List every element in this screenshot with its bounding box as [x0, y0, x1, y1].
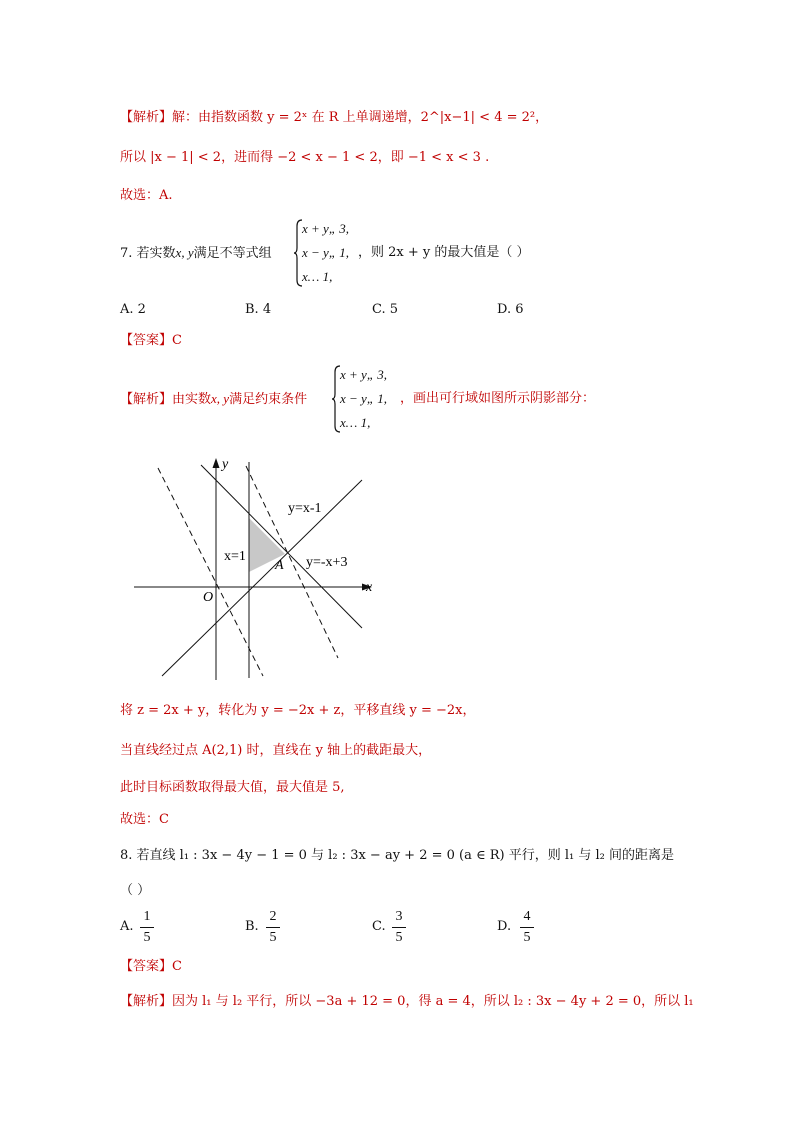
x-axis-label: x — [366, 580, 373, 595]
analysis-prefix: 由实数 — [172, 392, 212, 407]
q7-analysis-text3: 此时目标函数取得最大值，最大值是 5, — [120, 780, 345, 795]
q8-option-d-fraction — [520, 910, 534, 945]
q6-analysis-line2: 所以 |x − 1| < 2，进而得 −2 < x − 1 < 2，即 −1 < x < 3 . — [120, 150, 490, 165]
analysis-tag: 【解析】 — [120, 110, 173, 125]
q7-analysis-text1: 将 z = 2x + y，转化为 y = −2x + z，平移直线 y = −2x， — [120, 703, 476, 718]
line-label-y-minus-x-3: y=-x+3 — [306, 555, 348, 570]
q7-stem-mid: 满足不等式组 — [193, 246, 272, 261]
q7-answer — [120, 334, 182, 347]
q7-answer-line: 故选：C — [120, 812, 169, 827]
system-line-1: x + y„ 3, — [302, 221, 350, 236]
analysis-text: 因为 l₁ 与 l₂ 平行，所以 −3a + 12 = 0，得 a = 4，所以 l₂ : 3x − 4y + 2 = 0，所以 l₁ — [172, 994, 694, 1009]
answer-value: C — [172, 333, 182, 348]
q7-analysis-suffix: ，画出可行域如图所示阴影部分： — [400, 391, 596, 406]
numerator: 3 — [395, 909, 403, 924]
q7-number-text: 7. 若实数 — [120, 246, 176, 261]
system-line-3: x… 1, — [302, 269, 333, 284]
line-label-y-x-1: y=x-1 — [288, 501, 322, 516]
line-y-equals-minus-x-plus-3 — [201, 465, 362, 628]
q7-analysis-prefix — [120, 392, 307, 406]
q7-option-c: C. 5 — [372, 302, 399, 317]
q6-answer: 故选：A. — [120, 188, 173, 203]
denominator: 5 — [395, 930, 403, 945]
system-line-2: x − y„ 1, — [340, 391, 388, 406]
analysis-tag: 【解析】 — [120, 392, 173, 407]
q7-option-d: D. 6 — [497, 302, 524, 317]
q8-paren: （ ） — [120, 883, 151, 898]
q8-answer — [120, 960, 182, 973]
q7-vars: x, y — [175, 245, 194, 260]
origin-label: O — [203, 590, 214, 605]
analysis-tag: 【解析】 — [120, 994, 173, 1009]
q7-stem-prefix — [120, 246, 272, 260]
denominator: 5 — [269, 930, 277, 945]
feasible-region-graph — [128, 450, 388, 682]
analysis-mid: 满足约束条件 — [229, 392, 308, 407]
q7-stem-suffix: ，则 2x + y 的最大值是（ ） — [358, 245, 530, 260]
dashed-objective-line-1 — [158, 468, 263, 676]
q7-option-a: A. 2 — [120, 302, 146, 317]
system-line-1: x + y„ 3, — [340, 367, 388, 382]
q8-option-a-fraction — [140, 910, 154, 945]
line-label-x-1: x=1 — [224, 549, 246, 564]
answer-value: C — [172, 959, 182, 974]
y-axis-label: y — [222, 457, 229, 472]
q8-option-c-letter: C. — [372, 919, 386, 934]
q6-analysis-line1 — [120, 111, 548, 124]
q8-option-b-fraction — [266, 910, 280, 945]
q8-option-c-fraction — [392, 910, 406, 945]
numerator: 2 — [269, 909, 277, 924]
q8-option-d-letter: D. — [497, 919, 512, 934]
q8-option-b-letter: B. — [245, 919, 259, 934]
analysis-text: 解：由指数函数 y = 2ˣ 在 R 上单调递增，2^|x−1| < 4 = 2²， — [172, 110, 549, 125]
denominator: 5 — [143, 930, 151, 945]
y-axis-arrow-icon — [213, 458, 220, 468]
q7-option-b: B. 4 — [245, 302, 272, 317]
q8-option-a-letter: A. — [120, 919, 134, 934]
q8-stem: 8. 若直线 l₁ : 3x − 4y − 1 = 0 与 l₂ : 3x − ay + 2 = 0 (a ∈ R) 平行，则 l₁ 与 l₂ 间的距离是 — [120, 848, 675, 863]
analysis-vars: x, y — [211, 391, 230, 406]
answer-tag: 【答案】 — [120, 959, 173, 974]
answer-tag: 【答案】 — [120, 333, 173, 348]
q7-analysis-text2: 当直线经过点 A(2,1) 时，直线在 y 轴上的截距最大， — [120, 743, 432, 758]
numerator: 4 — [523, 909, 531, 924]
denominator: 5 — [523, 930, 531, 945]
q8-analysis — [120, 995, 694, 1008]
system-line-2: x − y„ 1, — [302, 245, 350, 260]
point-a-label: A — [275, 558, 284, 573]
numerator: 1 — [143, 909, 151, 924]
system-line-3: x… 1, — [340, 415, 371, 430]
